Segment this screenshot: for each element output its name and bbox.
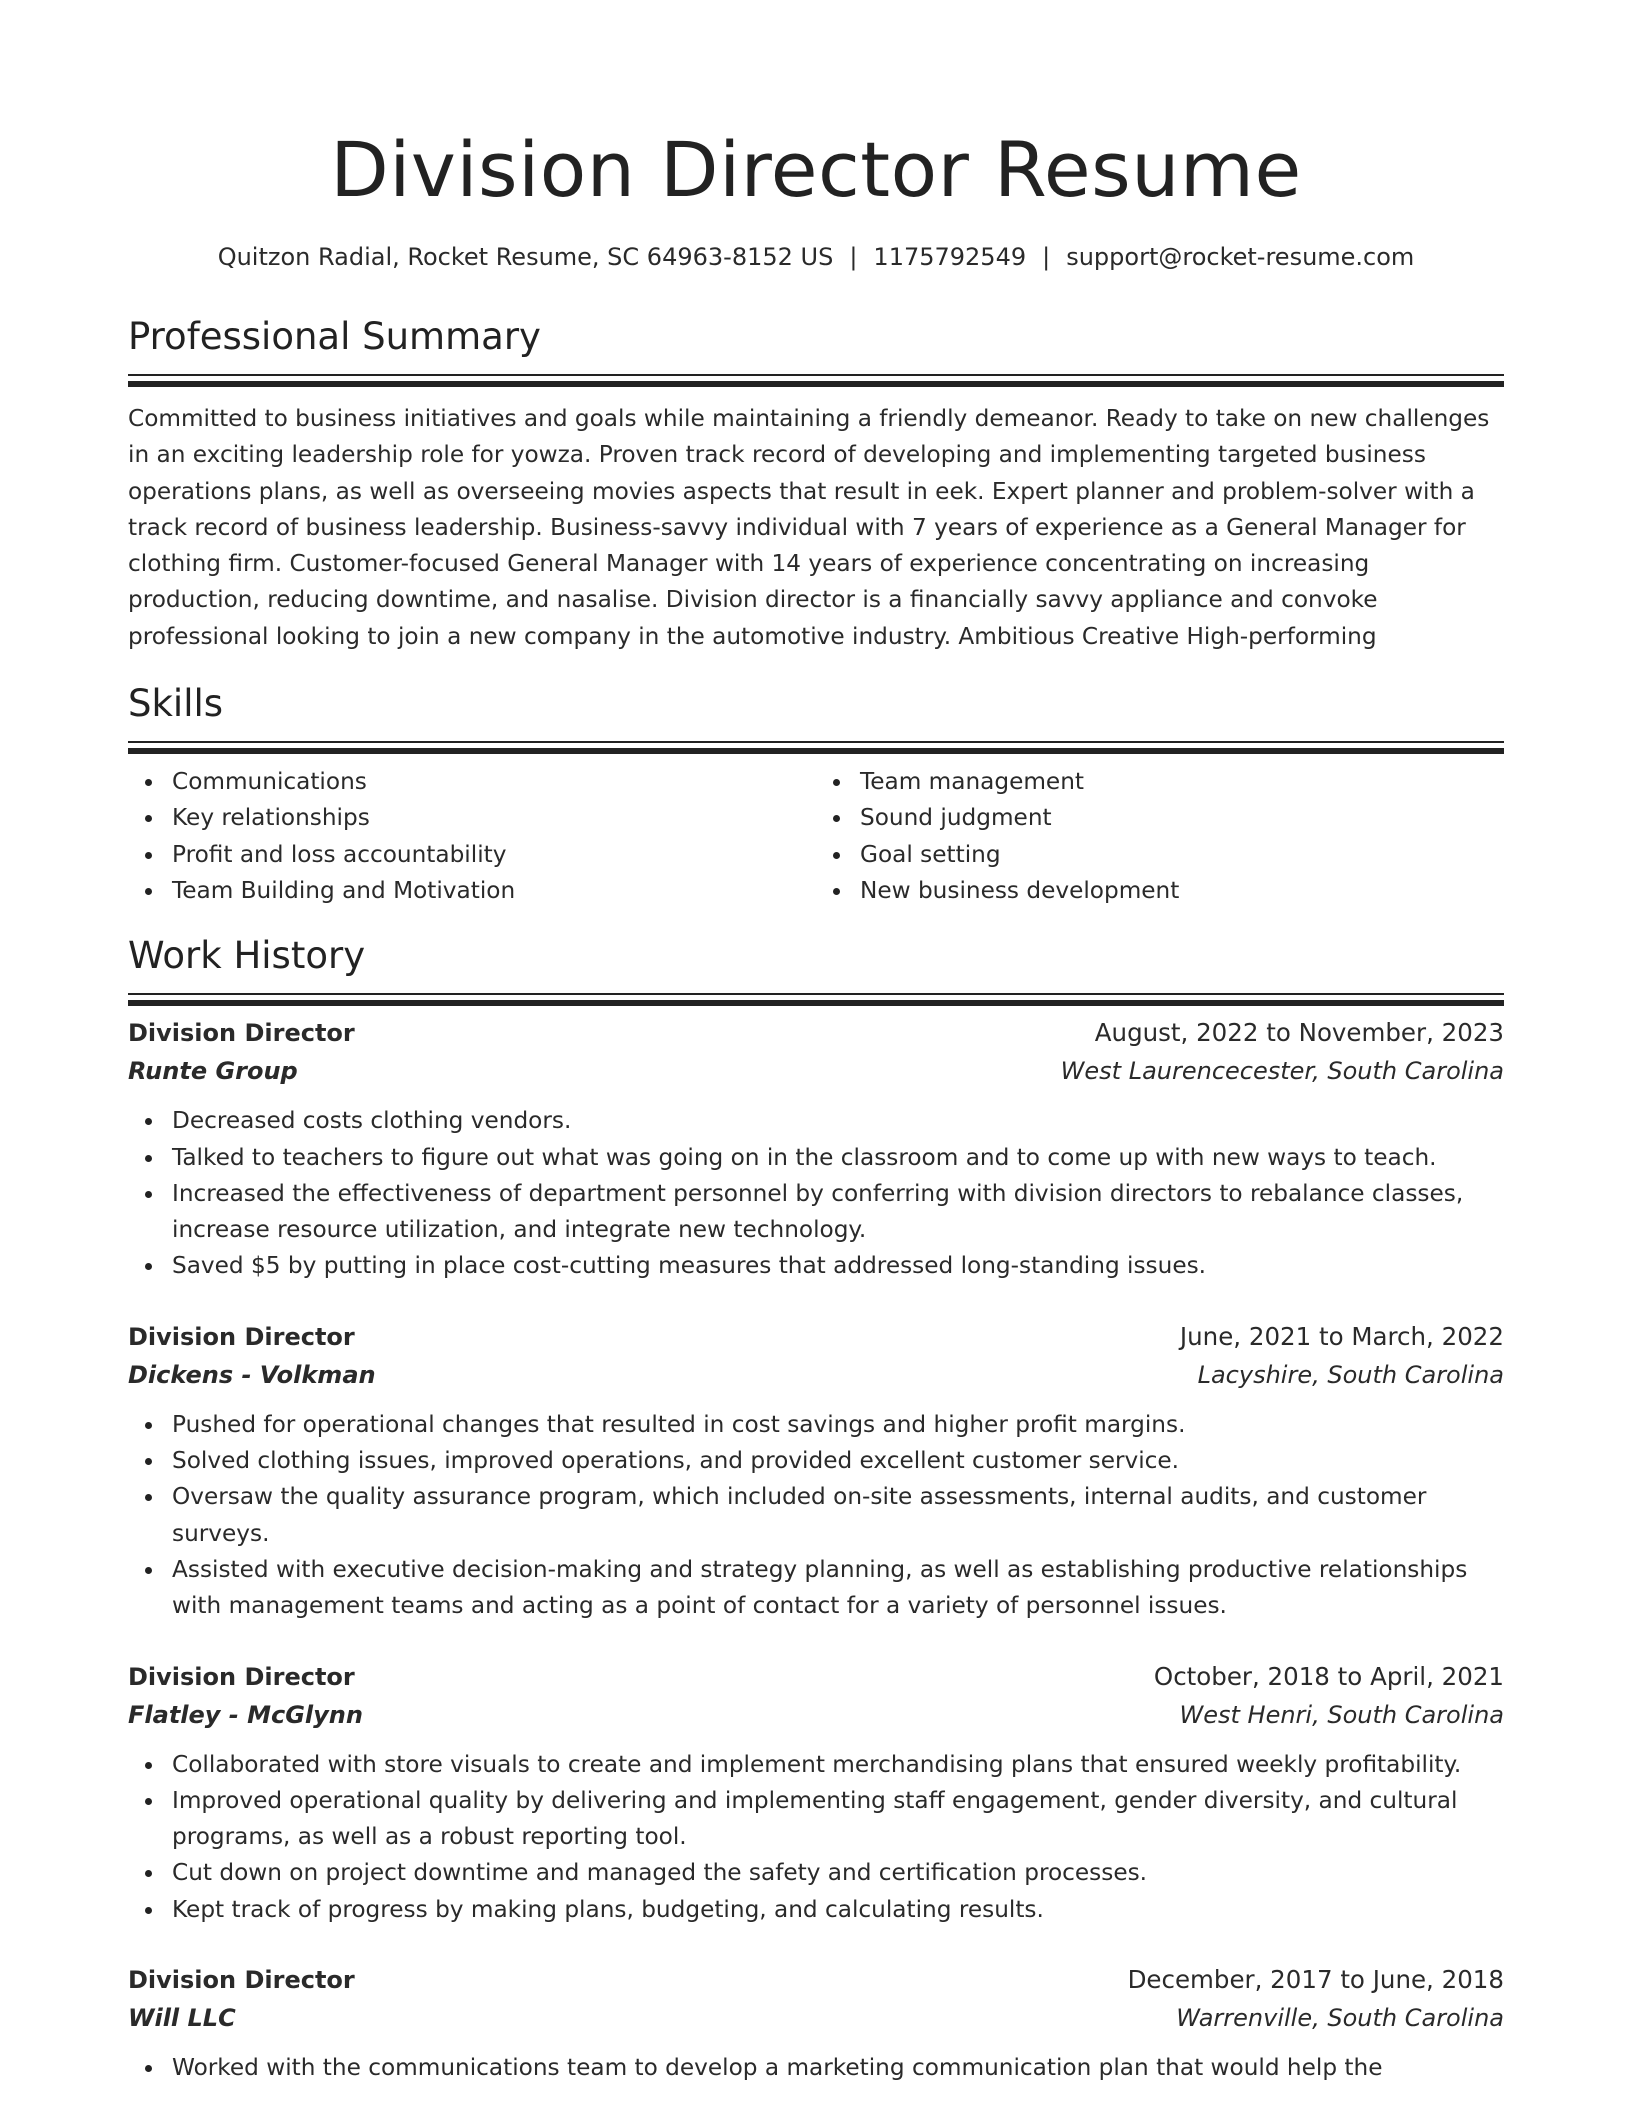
contact-address: Quitzon Radial, Rocket Resume, SC 64963-8152 US <box>217 243 834 271</box>
job-title: Division Director <box>128 1662 355 1691</box>
job-title: Division Director <box>128 1966 355 1995</box>
job-bullet: Talked to teachers to figure out what was going on in the classroom and to come up with new ways to teach. <box>172 1140 1504 1176</box>
job-entry <box>128 1961 1504 2086</box>
job-subheader <box>128 1356 1504 1394</box>
job-company: Will LLC <box>128 2004 236 2033</box>
section-divider <box>128 374 1504 379</box>
job-company: Dickens - Volkman <box>128 1360 376 1389</box>
contact-separator: | <box>1042 243 1051 271</box>
job-bullets <box>128 1103 1504 1284</box>
job-dates: December, 2017 to June, 2018 <box>1127 1965 1504 1995</box>
job-header <box>128 1318 1504 1356</box>
job-entry <box>128 1318 1504 1625</box>
job-dates: October, 2018 to April, 2021 <box>1153 1661 1504 1691</box>
job-bullet: Solved clothing issues, improved operations, and provided excellent customer service. <box>172 1443 1504 1479</box>
job-entry <box>128 1014 1504 1284</box>
job-location: West Henri, South Carolina <box>1179 1700 1504 1729</box>
job-location: West Laurencecester, South Carolina <box>1060 1057 1504 1086</box>
job-subheader <box>128 1052 1504 1090</box>
job-dates: August, 2022 to November, 2023 <box>1094 1018 1504 1048</box>
job-subheader <box>128 1696 1504 1734</box>
resume-title: Division Director Resume <box>330 125 1302 214</box>
job-bullets <box>128 1407 1504 1625</box>
section-divider <box>128 993 1504 998</box>
section-divider <box>128 741 1504 746</box>
summary-section <box>128 314 1504 655</box>
job-bullet: Kept track of progress by making plans, budgeting, and calculating results. <box>172 1892 1504 1928</box>
contact-phone: 1175792549 <box>873 243 1027 271</box>
job-dates: June, 2021 to March, 2022 <box>1179 1321 1504 1351</box>
job-bullet: Improved operational quality by delivering and implementing staff engagement, gender diversity, and cultural programs, as well as a robust reporting tool. <box>172 1783 1504 1856</box>
job-bullet: Oversaw the quality assurance program, which included on-site assessments, internal audits, and customer surveys. <box>172 1479 1504 1552</box>
skill-item: Communications <box>172 764 816 800</box>
skill-item: Team management <box>860 764 1504 800</box>
job-location: Warrenville, South Carolina <box>1176 2004 1504 2033</box>
job-bullet: Worked with the communications team to develop a marketing communication plan that would help the <box>172 2050 1504 2086</box>
job-bullet: Pushed for operational changes that resulted in cost savings and higher profit margins. <box>172 1407 1504 1443</box>
job-bullets <box>128 2050 1504 2086</box>
skills-section <box>128 681 1504 909</box>
skill-item: Goal setting <box>860 837 1504 873</box>
skills-heading: Skills <box>128 682 224 726</box>
contact-separator: | <box>849 243 858 271</box>
job-bullet: Increased the effectiveness of department personnel by conferring with division directors to rebalance classes, increase resource utilization, and integrate new technology. <box>172 1176 1504 1249</box>
summary-heading: Professional Summary <box>128 315 541 358</box>
job-bullet: Decreased costs clothing vendors. <box>172 1103 1504 1139</box>
summary-text: Committed to business initiatives and goals while maintaining a friendly demeanor. Ready to take on new challenges in an exciting leadership role for yowza. Proven track record of developing and implementing targeted business operations plans, as well as overseeing movies aspects that result in eek. Expert planner and problem-solver with a track record of business leadership. Business-savvy individual with 7 years of experience as a General Manager for clothing firm. Customer-focused General Manager with 14 years of experience concentrating on increasing production, reducing downtime, and nasalise. Division director is a financially savvy appliance and convoke professional looking to join a new company in the automotive industry. Ambitious Creative High-performing <box>128 405 1490 650</box>
job-company: Flatley - McGlynn <box>128 1700 363 1729</box>
skills-columns <box>128 764 1504 909</box>
job-bullets <box>128 1747 1504 1928</box>
resume-page <box>128 0 1504 2086</box>
job-bullet: Saved $5 by putting in place cost-cutting measures that addressed long-standing issues. <box>172 1248 1504 1284</box>
contact-line <box>128 240 1504 274</box>
skill-item: New business development <box>860 873 1504 909</box>
skills-column-right <box>816 764 1504 909</box>
work-history-heading: Work History <box>128 934 366 978</box>
skills-column-left <box>128 764 816 909</box>
contact-email: support@rocket-resume.com <box>1066 243 1415 271</box>
work-history-section <box>128 933 1504 2086</box>
job-company: Runte Group <box>128 1057 298 1086</box>
skill-item: Sound judgment <box>860 800 1504 836</box>
skill-item: Key relationships <box>172 800 816 836</box>
job-bullet: Collaborated with store visuals to create and implement merchandising plans that ensured weekly profitability. <box>172 1747 1504 1783</box>
skill-item: Profit and loss accountability <box>172 837 816 873</box>
job-title: Division Director <box>128 1322 355 1351</box>
skill-item: Team Building and Motivation <box>172 873 816 909</box>
job-location: Lacyshire, South Carolina <box>1197 1360 1504 1389</box>
job-bullet: Assisted with executive decision-making and strategy planning, as well as establishing productive relationships with management teams and acting as a point of contact for a variety of personnel issues. <box>172 1552 1504 1625</box>
job-header <box>128 1961 1504 1999</box>
job-bullet: Cut down on project downtime and managed the safety and certification processes. <box>172 1855 1504 1891</box>
job-header <box>128 1658 1504 1696</box>
job-title: Division Director <box>128 1019 355 1048</box>
job-entry <box>128 1658 1504 1928</box>
job-header <box>128 1014 1504 1052</box>
job-subheader <box>128 1999 1504 2037</box>
